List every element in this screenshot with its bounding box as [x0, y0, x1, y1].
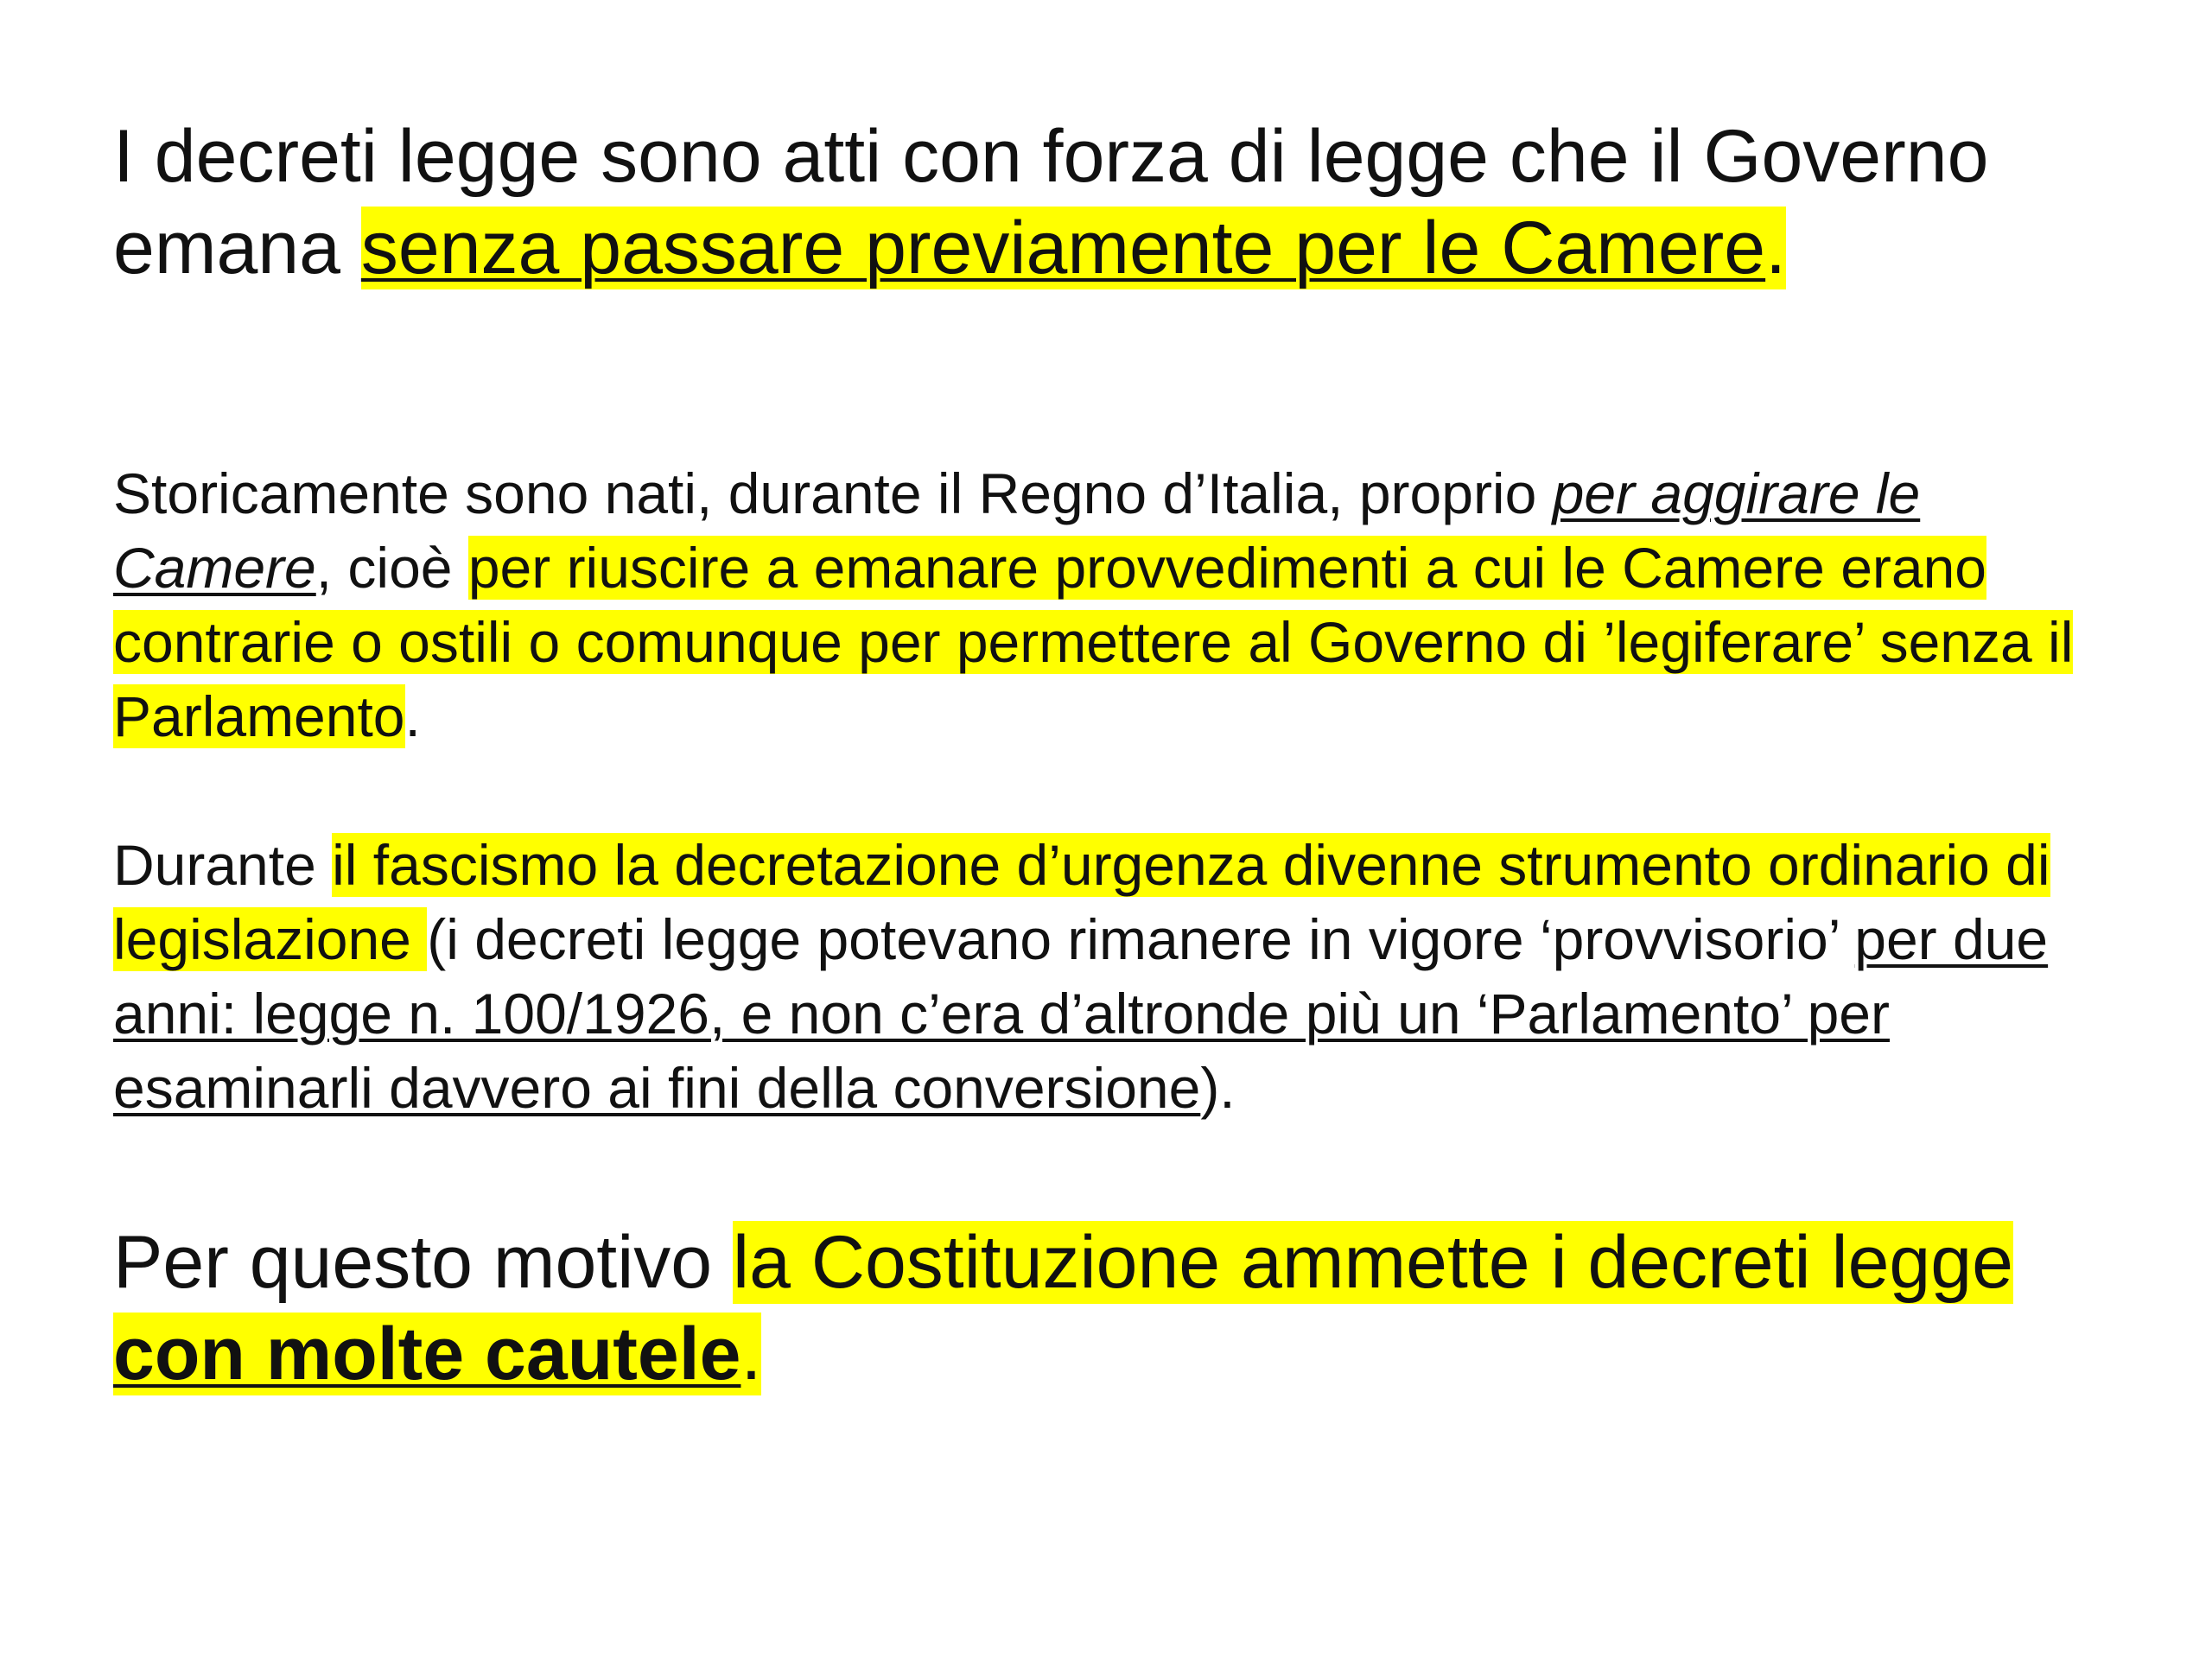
paragraph2-italic-underlined: per aggirare le Camere	[113, 461, 1921, 600]
paragraph1-tail: .	[1765, 207, 1787, 289]
paragraph3-lead: Durante	[113, 833, 333, 897]
paragraph3-middle: (i decreti legge potevano rimanere in vigore ‘provvisorio’	[427, 907, 1855, 971]
paragraph1-highlight: senza passare previamente per le Camere	[360, 207, 1766, 289]
paragraph1-lead: I decreti legge sono atti con forza di legge che il Governo emana	[113, 115, 1989, 289]
paragraph3-underlined: per due anni: legge n. 100/1926, e non c’era d’altronde più un ‘Parlamento’ per esaminarli davvero ai fini della conversione	[113, 907, 2049, 1120]
paragraph-fascism-period	[113, 828, 2101, 1125]
paragraph2-lead: Storicamente sono nati, durante il Regno d’Italia, proprio	[113, 461, 1553, 525]
paragraph2-highlight: per riuscire a emanare provvedimenti a cui le Camere erano contrarie o ostili o comunque per permettere al Governo di ’legiferare’ senza il Parlamento	[113, 536, 2074, 748]
paragraph2-tail: .	[404, 684, 421, 748]
paragraph2-middle: , cioè	[315, 536, 468, 600]
paragraph4-highlight: la Costituzione ammette i decreti legge	[733, 1221, 2013, 1304]
paragraph-constitution-conclusion	[113, 1217, 2101, 1400]
paragraph4-tail: .	[741, 1313, 762, 1395]
paragraph4-lead: Per questo motivo	[113, 1221, 734, 1304]
paragraph-historical-origin	[113, 456, 2101, 753]
paragraph4-bold-underlined: con molte cautele	[113, 1313, 741, 1395]
paragraph3-highlight: il fascismo la decretazione d’urgenza divenne strumento ordinario di legislazione	[113, 833, 2050, 971]
paragraph3-tail: ).	[1200, 1056, 1236, 1120]
paragraph-decreti-legge-definition	[113, 111, 2083, 294]
